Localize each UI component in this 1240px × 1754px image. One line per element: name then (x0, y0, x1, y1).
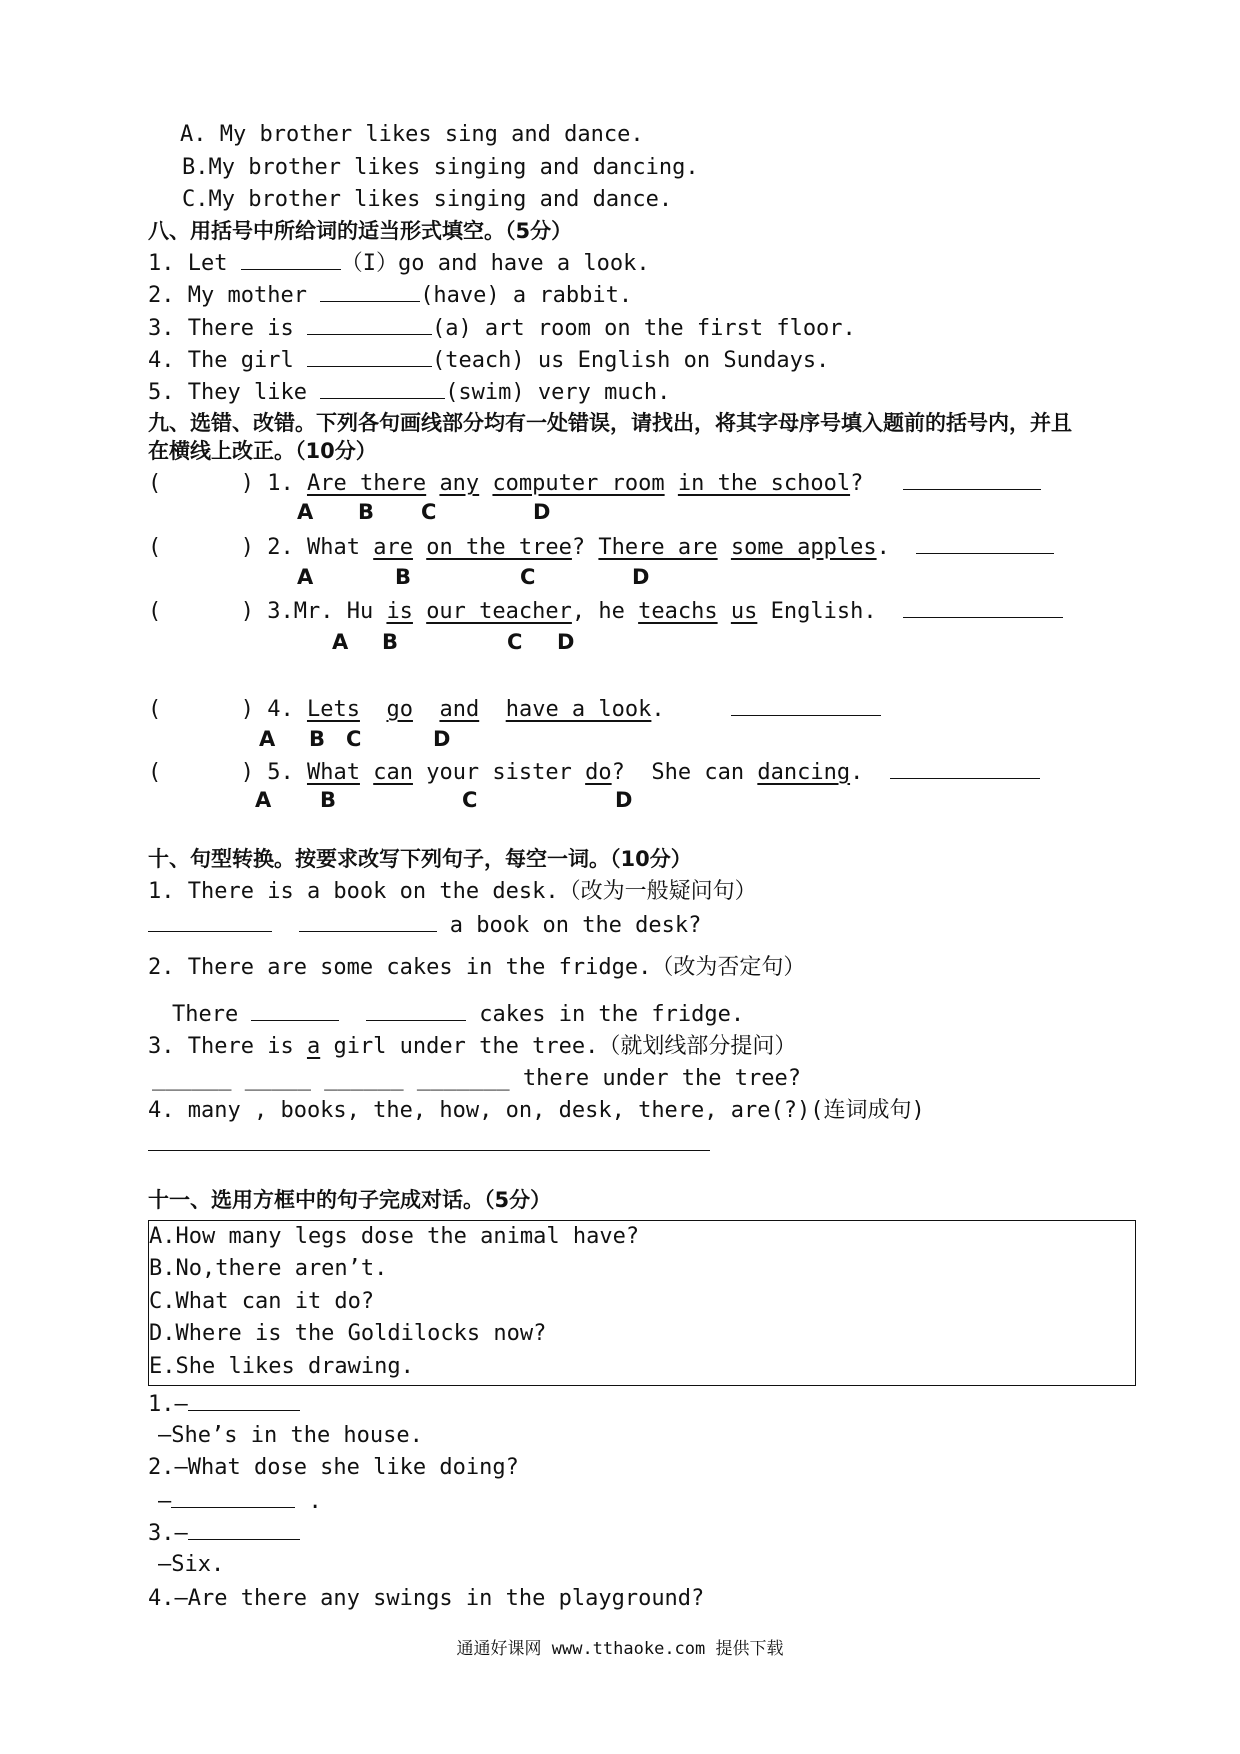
underlined-part-d: some apples (730, 535, 877, 560)
answer-paren[interactable]: ( ) (148, 599, 254, 624)
page-footer: 通通好课网 www.tthaoke.com 提供下载 (456, 1639, 784, 1659)
sentence-text: your sister (412, 760, 586, 785)
underlined-part-b: our teacher (426, 599, 572, 624)
letter-b: B (395, 565, 412, 589)
correction-blank[interactable] (731, 695, 881, 716)
underlined-part-a: is (386, 599, 413, 624)
sentence-text: cakes in the fridge. (465, 1002, 745, 1027)
item-text: 2. My mother (148, 283, 321, 308)
sec10-answer-4-line[interactable] (148, 1150, 710, 1151)
underlined-part-a: What (306, 760, 360, 785)
answer-paren[interactable]: ( ) (148, 471, 254, 496)
sentence-end: . (876, 535, 890, 560)
option-c: C.What can it do? (149, 1289, 375, 1314)
underlined-part-c: There are (598, 535, 718, 560)
dialogue-1-line-1 (148, 1390, 300, 1418)
sec9-question-3 (148, 597, 1063, 625)
options-box (148, 1220, 1136, 1386)
sec8-item-3 (148, 314, 856, 342)
sec9-question-4 (148, 695, 881, 723)
letter-d: D (433, 727, 451, 751)
letter-d: D (615, 788, 633, 812)
underlined-part-d: us (730, 599, 758, 624)
sentence-end: . (651, 697, 665, 722)
correction-blank[interactable] (903, 469, 1041, 490)
answer-blank[interactable] (320, 281, 420, 302)
underlined-part-a: Lets (306, 697, 360, 722)
letter-c: C (421, 500, 437, 524)
underlined-part-c: computer room (492, 471, 665, 496)
dialogue-3-line-2: —Six. (158, 1552, 225, 1577)
item-text: 1. Let (148, 251, 241, 276)
item-text: 3. There is (148, 316, 307, 341)
underlined-part-b: on the tree (426, 535, 572, 560)
dialogue-2-line-1: 2.—What dose she like doing? (148, 1455, 519, 1480)
letter-a: A (259, 727, 276, 751)
sentence-text: ? (571, 535, 599, 560)
letter-b: B (309, 727, 326, 751)
sentence-end: ? (850, 471, 864, 496)
underlined-part-b: can (373, 760, 413, 785)
underlined-part-d: have a look (505, 697, 652, 722)
answer-blank[interactable] (251, 1000, 339, 1021)
option-e: E.She likes drawing. (149, 1354, 414, 1379)
underlined-part-c: and (439, 697, 480, 722)
underlined-part-a: Are there (306, 471, 427, 496)
answer-paren[interactable]: ( ) (148, 760, 254, 785)
section-8-heading: 八、用括号中所给词的适当形式填空。（5分） (148, 219, 573, 243)
sec10-answer-1 (148, 911, 701, 939)
item-text: （I）go and have a look. (340, 251, 650, 276)
item-text: 5. They like (148, 380, 321, 405)
answer-blank[interactable] (241, 249, 341, 270)
option-a: A.How many legs dose the animal have? (149, 1224, 640, 1249)
dialogue-text: — (158, 1489, 172, 1514)
answer-blank[interactable] (307, 346, 432, 367)
question-number: 3. (267, 599, 294, 624)
sentence-text: a book on the desk? (436, 913, 702, 938)
dialogue-4-line-1: 4.—Are there any swings in the playground? (148, 1586, 705, 1611)
sec10-question-2: 2. There are some cakes in the fridge.（改为否定句） (148, 955, 806, 980)
letter-d: D (533, 500, 551, 524)
letter-c: C (507, 630, 523, 654)
underlined-part-c: teachs (638, 599, 718, 624)
sec9-question-1 (148, 469, 1041, 497)
sentence-text: What (306, 535, 374, 560)
item-text: (swim) very much. (445, 380, 671, 405)
q7-option-b: B.My brother likes singing and dancing. (182, 155, 699, 180)
letter-b: B (320, 788, 337, 812)
item-text: 4. The girl (148, 348, 307, 373)
letter-a: A (332, 630, 349, 654)
answer-blank[interactable] (320, 378, 445, 399)
section-9-heading-line1: 九、选错、改错。下列各句画线部分均有一处错误，请找出，将其字母序号填入题前的括号内，并且 (148, 411, 1072, 435)
answer-blank[interactable] (299, 911, 437, 932)
sentence-text: There (172, 1002, 252, 1027)
sec9-question-2 (148, 533, 1054, 561)
dialogue-text: 1.— (148, 1392, 188, 1417)
answer-blank[interactable] (188, 1519, 300, 1540)
letter-d: D (632, 565, 650, 589)
option-d: D.Where is the Goldilocks now? (149, 1321, 547, 1346)
dialogue-text: 3.— (148, 1521, 188, 1546)
question-number: 5. (267, 760, 294, 785)
answer-blank[interactable] (148, 911, 272, 932)
underlined-part-b: go (386, 697, 413, 722)
answer-paren[interactable]: ( ) (148, 535, 254, 560)
dialogue-3-line-1 (148, 1519, 300, 1547)
underlined-word: a (306, 1034, 321, 1059)
letter-c: C (462, 788, 478, 812)
section-11-heading: 十一、选用方框中的句子完成对话。（5分） (148, 1188, 552, 1212)
item-text: (teach) us English on Sundays. (431, 348, 830, 373)
sentence-end: . (850, 760, 864, 785)
sec10-question-3 (148, 1034, 796, 1060)
question-number: 1. (267, 471, 294, 496)
question-number: 2. (267, 535, 294, 560)
underlined-part-a: are (373, 535, 413, 560)
sentence-end: English. (757, 599, 877, 624)
answer-blank[interactable] (366, 1000, 466, 1021)
letter-c: C (520, 565, 536, 589)
sec10-answer-3[interactable]: ______ _____ ______ _______ there under the tree? (152, 1066, 802, 1091)
correction-blank[interactable] (903, 597, 1063, 618)
sec10-question-1: 1. There is a book on the desk.（改为一般疑问句） (148, 879, 757, 904)
dialogue-text: . (295, 1489, 322, 1514)
sec10-question-4: 4. many , books, the, how, on, desk, there, are(?)(连词成句) (148, 1098, 925, 1123)
sentence-text: ? She can (611, 760, 758, 785)
underlined-part-d: in the school (677, 471, 851, 496)
answer-blank[interactable] (307, 314, 432, 335)
sentence-text: , he (571, 599, 639, 624)
letter-a: A (255, 788, 272, 812)
sec10-answer-2 (172, 1000, 744, 1028)
underlined-part-b: any (439, 471, 480, 496)
item-text: (have) a rabbit. (420, 283, 633, 308)
sec8-item-2 (148, 281, 632, 309)
item-text: (a) art room on the first floor. (431, 316, 856, 341)
answer-blank[interactable] (171, 1487, 295, 1508)
sec9-question-5 (148, 758, 1040, 786)
letter-a: A (297, 500, 314, 524)
correction-blank[interactable] (916, 533, 1054, 554)
dialogue-2-line-2 (158, 1487, 322, 1515)
answer-paren[interactable]: ( ) (148, 697, 254, 722)
underlined-part-c: do (585, 760, 612, 785)
answer-blank[interactable] (188, 1390, 300, 1411)
sentence-text: 3. There is (148, 1034, 307, 1059)
sec8-item-1 (148, 249, 650, 277)
question-number: 4. (267, 697, 294, 722)
section-10-heading: 十、句型转换。按要求改写下列句子，每空一词。（10分） (148, 847, 692, 871)
q7-option-c: C.My brother likes singing and dance. (182, 187, 673, 212)
dialogue-1-line-2: —She’s in the house. (158, 1423, 423, 1448)
underlined-part-d: dancing (757, 760, 851, 785)
letter-b: B (358, 500, 375, 524)
sec8-item-5 (148, 378, 670, 406)
sentence-text: Mr. Hu (293, 599, 387, 624)
letter-d: D (557, 630, 575, 654)
letter-c: C (346, 727, 362, 751)
section-9-heading-line2: 在横线上改正。（10分） (148, 439, 377, 463)
option-b: B.No,there aren’t. (149, 1256, 388, 1281)
correction-blank[interactable] (890, 758, 1040, 779)
sec8-item-4 (148, 346, 829, 374)
letter-a: A (297, 565, 314, 589)
letter-b: B (382, 630, 399, 654)
q7-option-a: A. My brother likes sing and dance. (180, 122, 644, 147)
sentence-text: girl under the tree.（就划线部分提问） (320, 1034, 797, 1059)
